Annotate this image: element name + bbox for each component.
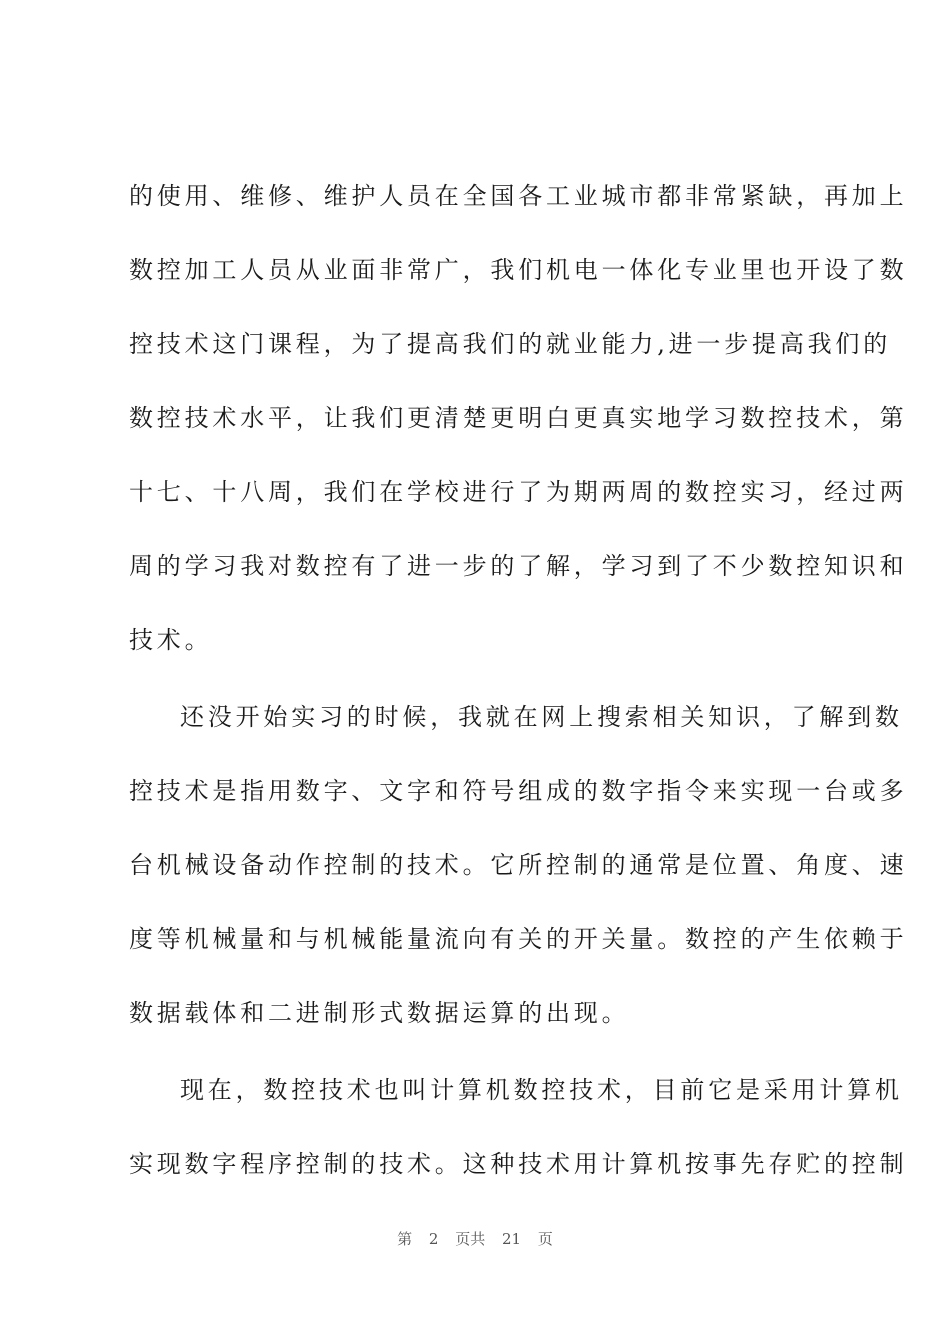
text-line: 技术。 (129, 626, 213, 654)
footer-suffix: 页 (537, 1230, 553, 1248)
text-line: 台机械设备动作控制的技术。它所控制的通常是位置、角度、速 (129, 851, 908, 879)
paragraph-first-line: 还没开始实习的时候，我就在网上搜索相关知识，了解到数 (180, 703, 903, 731)
footer-middle: 页共 (455, 1230, 486, 1248)
text-line: 数据载体和二进制形式数据运算的出现。 (129, 999, 630, 1027)
footer-prefix: 第 (397, 1230, 413, 1248)
page-footer (0, 1227, 950, 1251)
text-line: 十七、十八周，我们在学校进行了为期两周的数控实习，经过两 (129, 478, 908, 506)
text-line: 实现数字程序控制的技术。这种技术用计算机按事先存贮的控制 (129, 1150, 908, 1178)
text-line: 控技术是指用数字、文字和符号组成的数字指令来实现一台或多 (129, 777, 908, 805)
text-line: 数控技术水平，让我们更清楚更明白更真实地学习数控技术，第 (129, 404, 908, 432)
text-line: 控技术这门课程，为了提高我们的就业能力,进一步提高我们的 (129, 330, 892, 358)
text-line: 数控加工人员从业面非常广，我们机电一体化专业里也开设了数 (129, 256, 908, 284)
footer-current-page: 2 (428, 1230, 439, 1248)
footer-total-pages: 21 (502, 1230, 522, 1248)
text-line: 的使用、维修、维护人员在全国各工业城市都非常紧缺，再加上 (129, 182, 908, 210)
text-line: 周的学习我对数控有了进一步的了解，学习到了不少数控知识和 (129, 552, 908, 580)
paragraph-first-line: 现在，数控技术也叫计算机数控技术，目前它是采用计算机 (180, 1076, 903, 1104)
text-line: 度等机械量和与机械能量流向有关的开关量。数控的产生依赖于 (129, 925, 908, 953)
